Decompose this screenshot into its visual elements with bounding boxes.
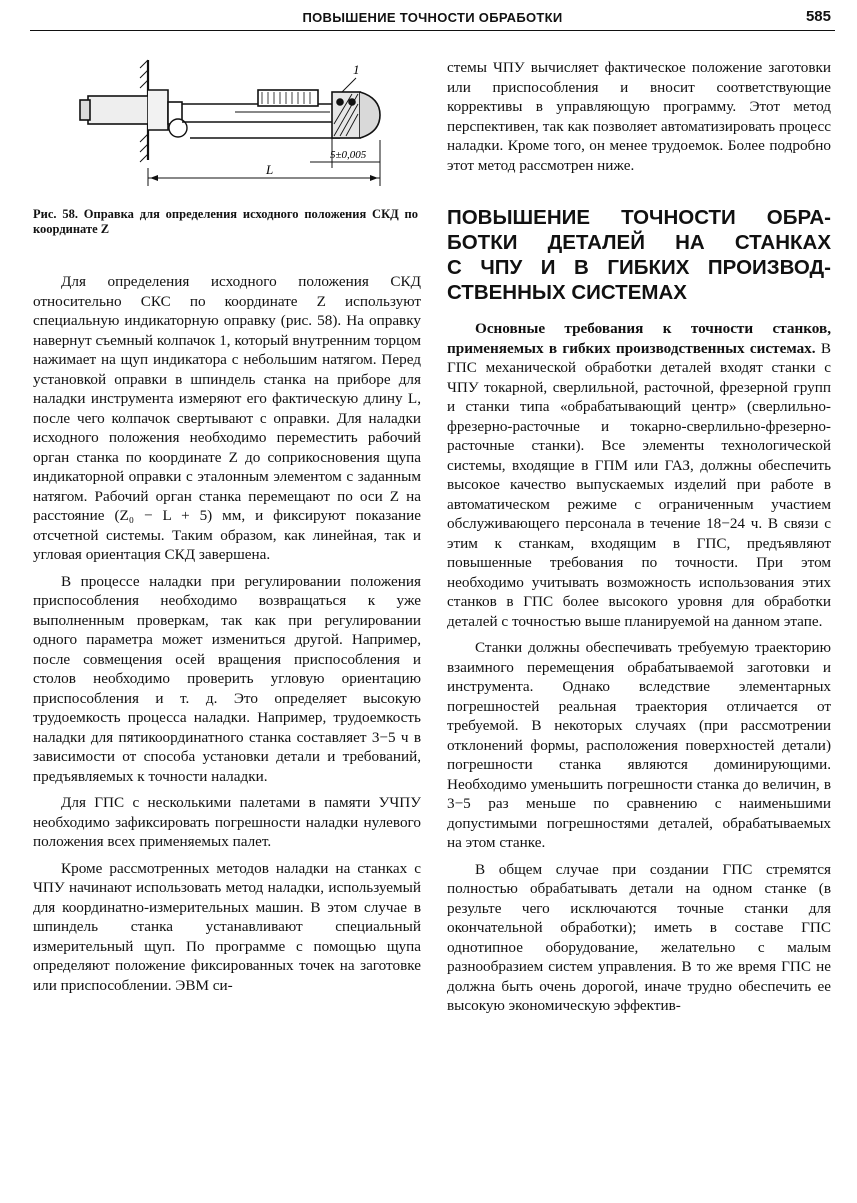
paragraph: стемы ЧПУ вычисляет фактическое положение заготовки или приспособления и вносит соответствующие коррективы в управляющую программу. Этот метод перспективен, так как позволяет автоматизировать процесс наладки. Кроме того, он менее трудоемок. Более подробно этот метод рассмотрен ниже. <box>447 59 831 174</box>
running-header <box>30 8 835 31</box>
paragraph: Для определения исходного положения СКД относительно СКС по координате Z используют специальную индикаторную оправку (рис. 58). На оправку навернут съемный колпачок 1, который внутренним торцом нажимает на щуп индикатора с небольшим натягом. Перед установкой оправки в шпиндель станка на приборе для наладки инструмента измеряют его фактическую длину L, после чего колпачок свертывают с оправки. Для наладки исходного положения необходимо переместить рабочий орган станка по координате Z до соприкосновения щупа индикаторной оправки с эталонным элементом с заданным натягом. Рабочий орган станка перемещают по оси Z на расстояние (Z₀ − L + 5) мм, и фиксируют показание отсчетной системы. Таким образом, как линейная, так и угловая ориентация СКД завершена. <box>33 273 421 563</box>
left-column <box>33 272 421 995</box>
running-title: ПОВЫШЕНИЕ ТОЧНОСТИ ОБРАБОТКИ <box>302 10 563 25</box>
figure-caption-label: Рис. 58. <box>33 207 78 221</box>
runin-heading: Основные требования к точности станков, применяемых в гибких производственных системах. <box>447 320 831 357</box>
section-heading-line: ПОВЫШЕНИЕ ТОЧНОСТИ ОБРА- <box>447 206 831 229</box>
figure-58-drawing <box>40 50 420 200</box>
section-heading-line: С ЧПУ И В ГИБКИХ ПРОИЗВОД- <box>447 256 831 279</box>
page-number: 585 <box>805 8 831 25</box>
figure-dimension-L: L <box>266 162 274 177</box>
paragraph: Кроме рассмотренных методов наладки на станках с ЧПУ начинают использовать метод наладки, используемый для координатно-измерительных машин. В этом случае в шпиндель станка устанавливают специальный измерительный щуп. По программе с помощью щупа определяют положение фиксированных точек на заготовке или приспособлении. ЭВМ си- <box>33 859 421 994</box>
section-heading-line: СТВЕННЫХ СИСТЕМАХ <box>447 281 687 304</box>
paragraph-text: В ГПС механической обработки деталей входят станки с ЧПУ токарной, сверлильной, расточной, фрезерной групп и станки типа «обрабатывающий центр» (сверлильно-фрезерно-расточные и токарно-сверлильно-фрезерно-расточные станки). Все элементы технологической системы, входящие в ГПМ или ГАЗ, должны обеспечить высокое качество выпускаемых изделий при работе в автоматическом режиме с ограниченным участием обслуживающего персонала в течение 18−24 ч. В связи с этим к станкам, входящим в ГПС, предъявляют повышенные требования по точности. При этом необходимо учитывать возможность использования этих станков в ГПС более высокого уровня для обработки деталей с точностью выше планируемой на данном этапе. <box>447 339 832 630</box>
paragraph: В процессе наладки при регулировании положения приспособления необходимо возвращаться к уже выполненным проверкам, так как при регулировании одного параметра может измениться другой. Например, после совмещения осей вращения приспособления и столов необходимо проверить угловую ориентацию приспособления и т. д. Это определяет высокую трудоемкость процесса наладки. Например, трудоемкость наладки для пятикоординатного станка составляет 3−5 ч в зависимости от способа установки детали и требований, предъявляемых к точности наладки. <box>33 572 421 785</box>
right-column <box>447 58 831 1016</box>
section-heading <box>447 205 831 305</box>
paragraph-with-runin <box>447 319 831 631</box>
figure-caption <box>33 207 418 237</box>
paragraph: Для ГПС с несколькими палетами в памяти УЧПУ необходимо зафиксировать погрешности наладки нулевого положения всех применяемых палет. <box>33 794 421 850</box>
section-heading-line: БОТКИ ДЕТАЛЕЙ НА СТАНКАХ <box>447 231 831 254</box>
figure-dimension-tolerance: 5±0,005 <box>330 149 367 161</box>
paragraph: В общем случае при создании ГПС стремятся полностью обрабатывать детали на одном станке (в результе чего исключаются точные станки для окончательной обработки); иметь в составе ГПС однотипное оборудование, желательно с малым разнообразием систем управления. В то же время ГПС не должна быть очень дорогой, иначе трудно обеспечить ее высокую экономическую эффектив- <box>447 860 831 1014</box>
paragraph: Станки должны обеспечивать требуемую траекторию взаимного перемещения обрабатываемой заготовки и инструмента. Однако вследствие элементарных погрешностей реальная траектория отличается от требуемой. В некоторых случаях (при рассмотрении отклонений формы, расположения поверхностей детали) погрешности станка являются доминирующими. Необходимо уменьшить погрешности станка до величин, в 3−5 раз меньше по сравнению с наименьшими допустимыми погрешностями деталей, обрабатываемых на этом станке. <box>447 639 831 851</box>
figure-callout-1: 1 <box>353 62 360 77</box>
figure-caption-text: Оправка для определения исходного положения СКД по координате Z <box>33 207 419 236</box>
